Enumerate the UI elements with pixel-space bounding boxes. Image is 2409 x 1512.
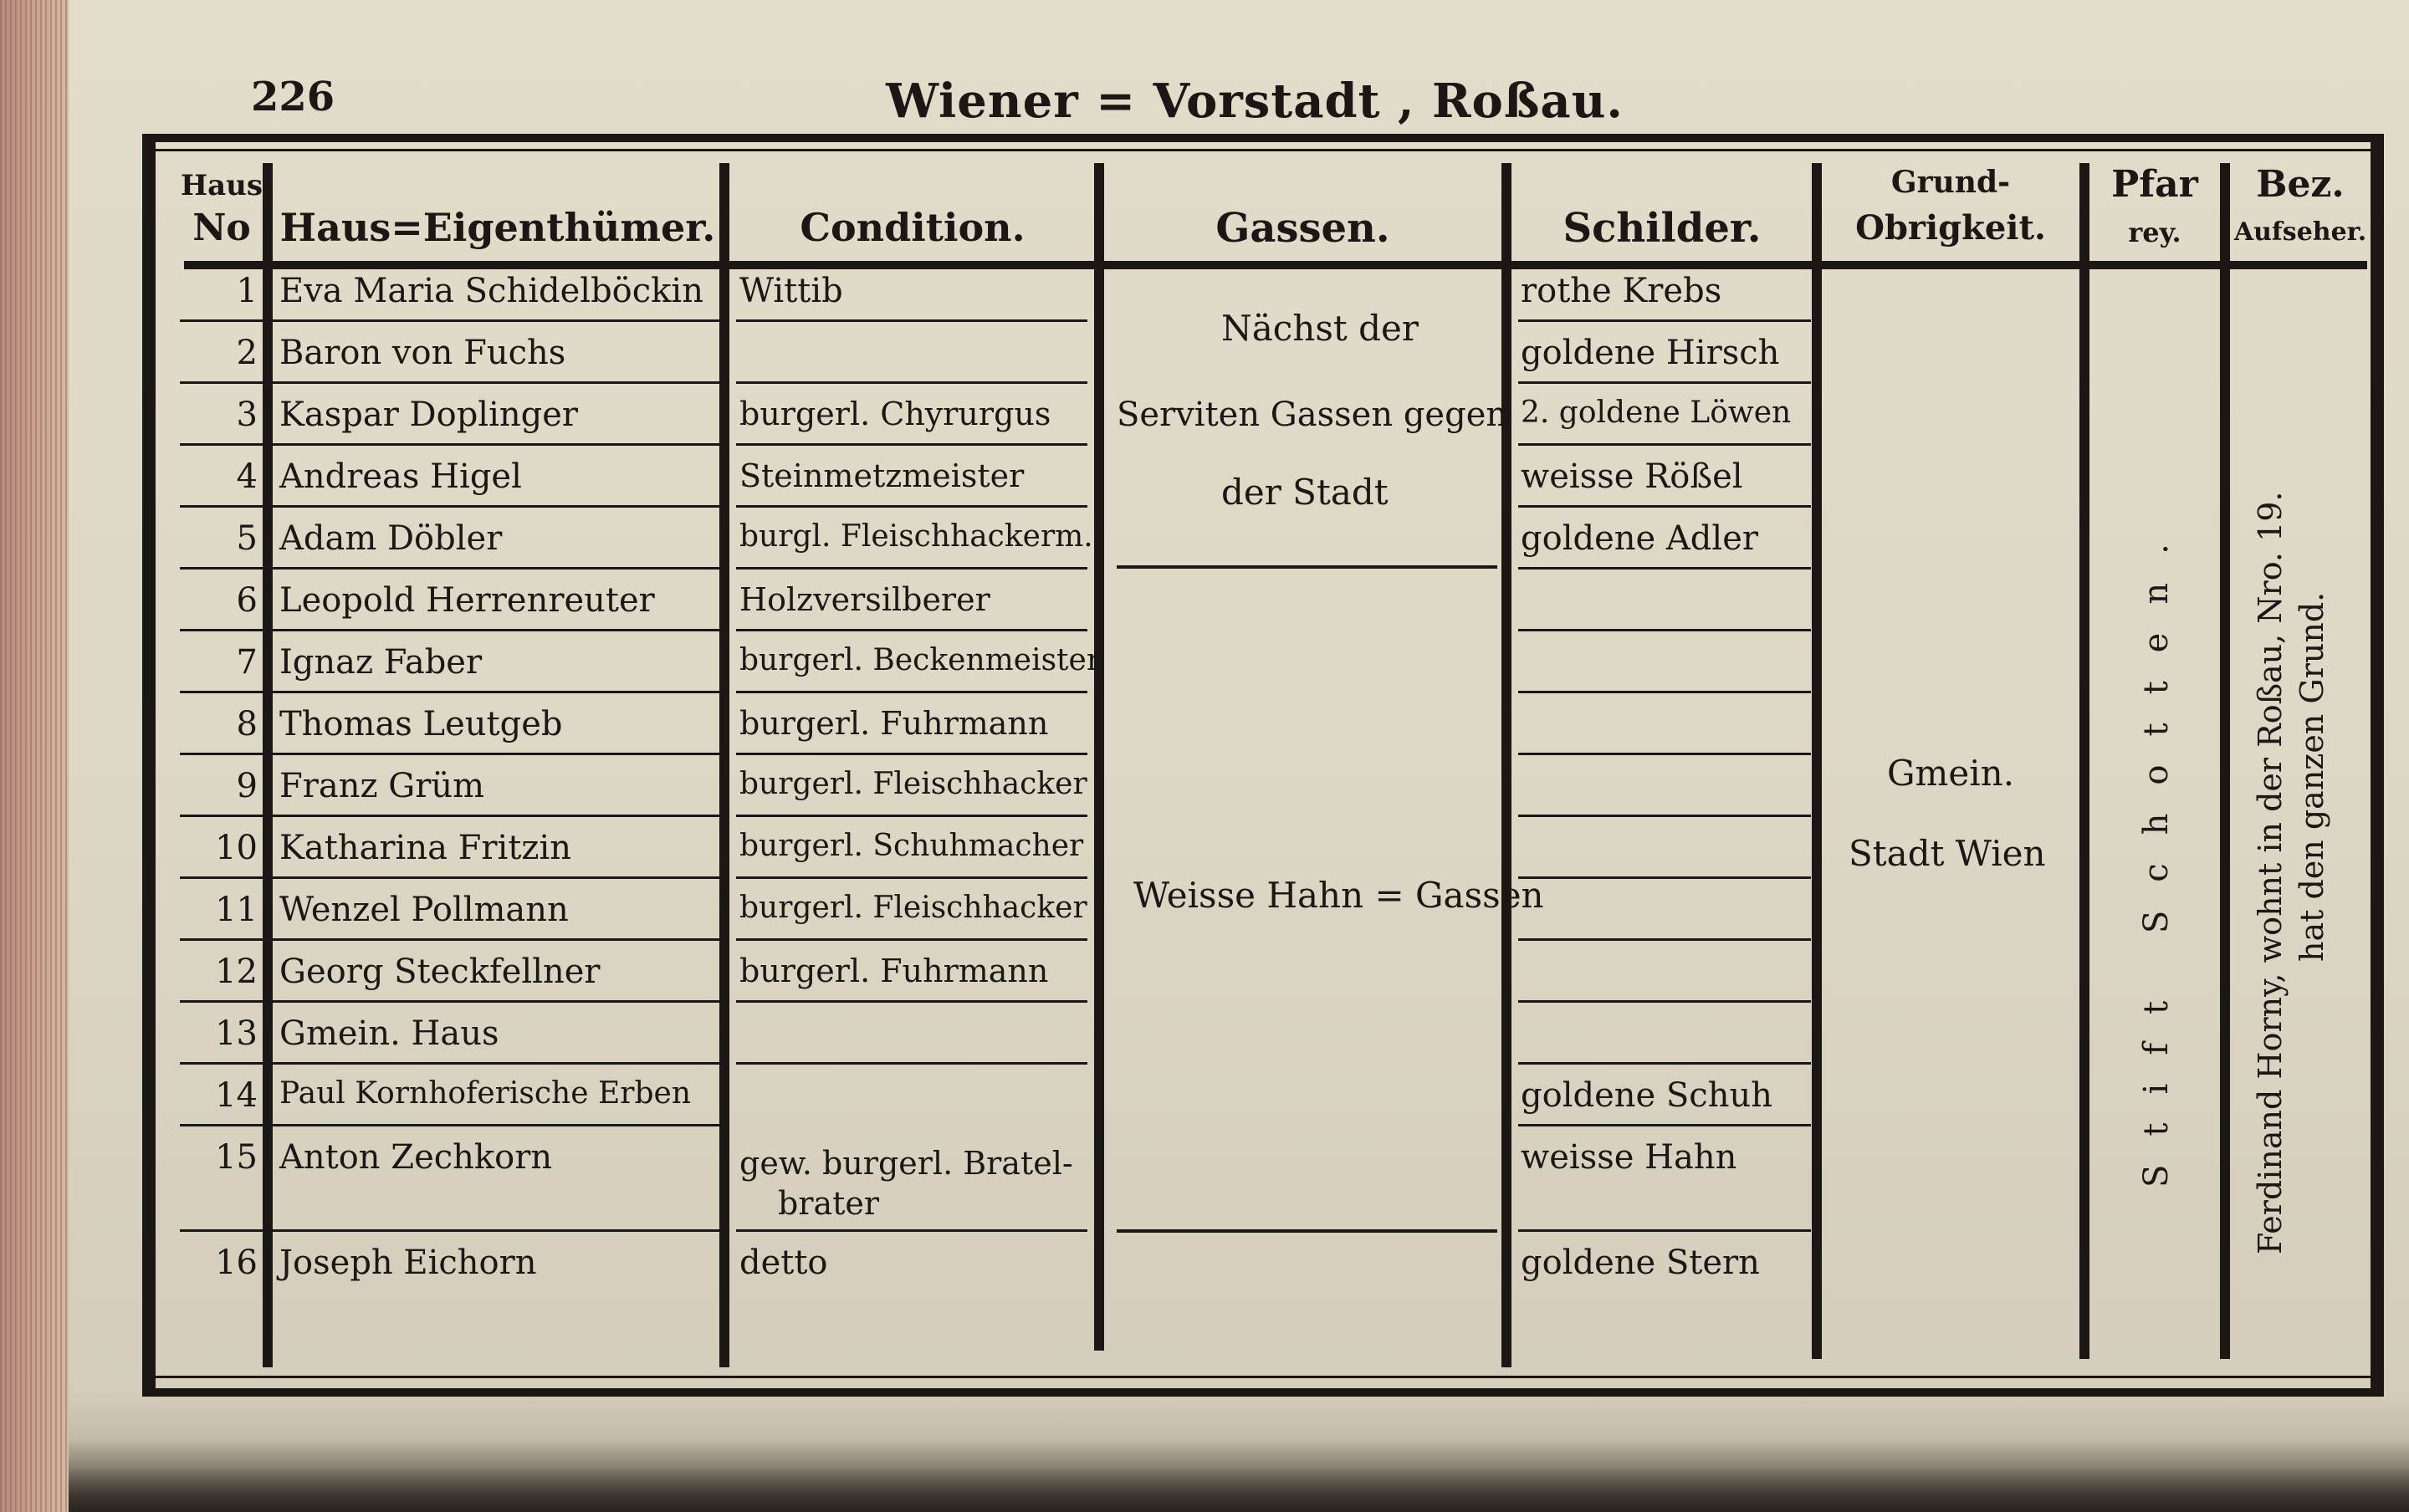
col-sep-authority (2079, 163, 2089, 1359)
row-number: 3 (236, 396, 258, 434)
row-sep (1518, 1124, 1811, 1126)
row-number: 9 (236, 767, 258, 805)
table-right-border (2371, 134, 2384, 1397)
col-sep-parish (2220, 163, 2230, 1359)
row-sep (736, 815, 1087, 817)
sign-cell: goldene Adler (1521, 519, 1758, 558)
header-parish-top: Pfar (2111, 163, 2198, 206)
owner-cell: Katharina Fritzin (279, 829, 572, 867)
row-sep (180, 1062, 719, 1065)
row-sep (1518, 381, 1811, 384)
row-sep (180, 1000, 719, 1003)
streets-group2: Weisse Hahn = Gassen (1133, 875, 1544, 916)
sign-cell: goldene Hirsch (1521, 334, 1780, 372)
row-sep (1518, 876, 1811, 879)
row-sep (736, 1229, 1087, 1232)
row-number: 15 (215, 1138, 258, 1177)
running-title: Wiener = Vorstadt , Roßau. (886, 74, 1624, 129)
sign-cell: rothe Krebs (1521, 272, 1722, 310)
row-sep (180, 691, 719, 693)
row-number: 14 (215, 1076, 258, 1115)
row-sep (1518, 319, 1811, 322)
row-number: 4 (236, 457, 258, 496)
owner-cell: Joseph Eichorn (279, 1244, 537, 1282)
row-sep (1518, 753, 1811, 755)
header-no-bottom: No (192, 207, 251, 249)
table-bottom-rule-thin (142, 1376, 2384, 1378)
row-sep (736, 1062, 1087, 1065)
row-sep (180, 381, 719, 384)
row-sep (736, 1000, 1087, 1003)
header-signs: Schilder. (1563, 205, 1762, 252)
row-sep (736, 753, 1087, 755)
row-sep (736, 567, 1087, 570)
col-sep-condition (1094, 163, 1104, 1351)
condition-cell: burgerl. Beckenmeister (739, 643, 1102, 677)
row-sep (736, 381, 1087, 384)
page-header (0, 0, 2409, 134)
row-number: 13 (215, 1014, 258, 1053)
row-number: 11 (215, 891, 258, 929)
row-number: 8 (236, 705, 258, 743)
owner-cell: Paul Kornhoferische Erben (279, 1076, 692, 1111)
condition-cell: burgerl. Schuhmacher (739, 829, 1084, 863)
row-sep (180, 753, 719, 755)
owner-cell: Eva Maria Schidelböckin (279, 272, 703, 310)
table-bottom-rule (142, 1388, 2384, 1397)
condition-cell: Holzversilberer (739, 581, 990, 618)
page-edge-lines (0, 0, 79, 1512)
owner-cell: Baron von Fuchs (279, 334, 566, 372)
condition-cell: detto (739, 1244, 828, 1282)
row-sep (180, 876, 719, 879)
owner-cell: Anton Zechkorn (279, 1138, 553, 1177)
row-sep (1518, 1229, 1811, 1232)
condition-cell: burgerl. Fuhrmann (739, 705, 1049, 742)
sign-cell: weisse Hahn (1521, 1138, 1737, 1177)
row-sep (180, 505, 719, 508)
condition-cell: Steinmetzmeister (739, 457, 1025, 494)
row-sep (180, 629, 719, 631)
row-sep (1518, 1062, 1811, 1065)
row-sep (1518, 815, 1811, 817)
owner-cell: Thomas Leutgeb (279, 705, 563, 743)
table-left-border (142, 134, 156, 1397)
header-inspector-top: Bez. (2256, 163, 2345, 206)
streets-group1-line3: der Stadt (1221, 472, 1389, 513)
condition-cell: burgl. Fleischhackerm. (739, 519, 1093, 554)
page-bottom-shadow (69, 1438, 2409, 1512)
authority-line2: Stadt Wien (1849, 833, 2046, 874)
owner-cell: Adam Döbler (279, 519, 503, 558)
sign-cell: goldene Stern (1521, 1244, 1760, 1282)
owner-cell: Ignaz Faber (279, 643, 483, 682)
condition-cell: burgerl. Chyrurgus (739, 396, 1051, 432)
header-condition: Condition. (800, 205, 1025, 250)
row-number: 6 (236, 581, 258, 620)
header-authority-top: Grund- (1890, 165, 2011, 200)
row-sep (1518, 443, 1811, 446)
row-sep (736, 938, 1087, 941)
row-sep (1518, 1000, 1811, 1003)
header-no-top: Haus (180, 169, 263, 202)
streets-group-sep (1117, 565, 1497, 569)
row-sep (180, 1124, 719, 1126)
owner-cell: Leopold Herrenreuter (279, 581, 655, 620)
owner-cell: Kaspar Doplinger (279, 396, 579, 434)
row-number: 2 (236, 334, 258, 372)
streets-group1-line1: Nächst der (1221, 308, 1419, 349)
row-number: 10 (215, 829, 258, 867)
inspector-line2: hat den ganzen Grund. (2294, 591, 2330, 962)
row-sep (1518, 629, 1811, 631)
row-number: 12 (215, 953, 258, 991)
page-number: 226 (251, 74, 335, 120)
inspector-line1: Ferdinand Horny, wohnt in der Roßau, Nro. 19. (2252, 491, 2289, 1254)
row-sep (180, 938, 719, 941)
condition-cell: burgerl. Fuhrmann (739, 953, 1049, 989)
header-authority-bottom: Obrigkeit. (1855, 208, 2046, 248)
condition-cell: burgerl. Fleischhacker (739, 767, 1087, 801)
row-sep (180, 1229, 719, 1232)
row-sep (736, 443, 1087, 446)
condition-cell-cont: brater (778, 1185, 880, 1222)
row-number: 7 (236, 643, 258, 682)
header-underline (184, 261, 2367, 269)
row-number: 5 (236, 519, 258, 558)
row-number: 1 (236, 272, 258, 310)
row-sep (736, 876, 1087, 879)
table-top-rule (142, 134, 2384, 142)
row-sep (180, 443, 719, 446)
row-sep (736, 629, 1087, 631)
sign-cell: goldene Schuh (1521, 1076, 1772, 1115)
condition-cell: gew. burgerl. Bratel- (739, 1145, 1073, 1182)
col-sep-signs (1812, 163, 1822, 1359)
owner-cell: Georg Steckfellner (279, 953, 601, 991)
row-sep (1518, 691, 1811, 693)
owner-cell: Wenzel Pollmann (279, 891, 569, 929)
condition-cell: burgerl. Fleischhacker (739, 891, 1087, 925)
sign-cell: weisse Rößel (1521, 457, 1743, 496)
col-sep-streets (1501, 163, 1511, 1367)
header-streets: Gassen. (1215, 205, 1390, 252)
sign-cell: 2. goldene Löwen (1521, 396, 1792, 430)
row-sep (1518, 938, 1811, 941)
row-sep (180, 567, 719, 570)
owner-cell: Andreas Higel (279, 457, 522, 496)
header-inspector-bottom: Aufseher. (2233, 217, 2367, 247)
row-number: 16 (215, 1244, 258, 1282)
streets-group1-line2: Serviten Gassen gegen (1117, 396, 1508, 434)
owner-cell: Gmein. Haus (279, 1014, 499, 1053)
row-sep (180, 815, 719, 817)
row-sep (180, 319, 719, 322)
table-top-rule-thin (142, 149, 2384, 151)
row-sep (736, 505, 1087, 508)
header-owner: Haus=Eigenthümer. (279, 205, 716, 250)
row-sep (736, 691, 1087, 693)
row-sep (1518, 567, 1811, 570)
row-sep (1518, 505, 1811, 508)
row-sep (736, 319, 1087, 322)
col-sep-owner (719, 163, 729, 1367)
condition-cell: Wittib (739, 272, 843, 310)
parish-vertical: Stift Schotten. (2137, 515, 2176, 1188)
owner-cell: Franz Grüm (279, 767, 485, 805)
header-parish-bottom: rey. (2128, 217, 2181, 248)
col-sep-no (263, 163, 273, 1367)
streets-group-sep (1117, 1229, 1497, 1233)
authority-line1: Gmein. (1887, 753, 2015, 794)
